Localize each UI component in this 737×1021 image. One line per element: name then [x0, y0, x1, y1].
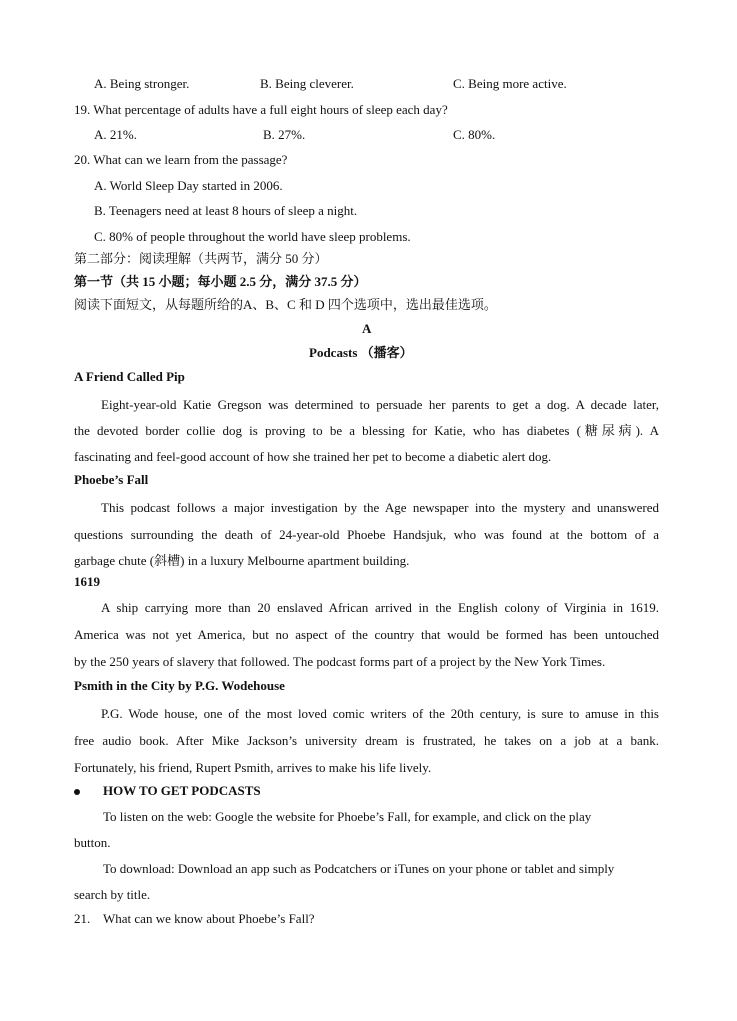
podcast-text-line: the devoted border collie dog is proving to be a blessing for Katie, who has diabetes (糖尿病). A	[74, 423, 659, 438]
podcast-text-line: Eight-year-old Katie Gregson was determined to persuade her parents to get a dog. A decade later,	[101, 397, 659, 412]
podcast-heading-1619: 1619	[74, 574, 100, 589]
podcast-text-line: Fortunately, his friend, Rupert Psmith, arrives to make his life lively.	[74, 760, 432, 775]
bullet-icon	[74, 789, 80, 795]
section1-instruction: 阅读下面短文，从每题所给的A、B、C 和 D 四个选项中，选出最佳选项。	[74, 297, 497, 312]
podcast-text-line: A ship carrying more than 20 enslaved African arrived in the English colony of Virginia in 1619.	[101, 600, 659, 615]
podcast-text-line: free audio book. After Mike Jackson’s university dream is frustrated, he takes on a job at a bank.	[74, 733, 659, 748]
q18-option-a: A. Being stronger.	[94, 76, 190, 91]
q20-option-c: C. 80% of people throughout the world have sleep problems.	[94, 229, 411, 244]
q21-question: 21. What can we know about Phoebe’s Fall?	[74, 911, 315, 926]
how-to-listen-line: To listen on the web: Google the website for Phoebe’s Fall, for example, and click on the play	[103, 809, 592, 824]
q20-option-a: A. World Sleep Day started in 2006.	[94, 178, 283, 193]
podcast-text-line: America was not yet America, but no aspect of the country that would be formed has been untouched	[74, 627, 659, 642]
podcast-heading-psmith: Psmith in the City by P.G. Wodehouse	[74, 678, 285, 693]
podcast-text-line: P.G. Wode house, one of the most loved comic writers of the 20th century, is sure to amuse in this	[101, 706, 659, 721]
how-to-download-line: To download: Download an app such as Podcatchers or iTunes on your phone or tablet and simply	[103, 861, 615, 876]
podcast-text-line: fascinating and feel-good account of how she trained her pet to become a diabetic alert dog.	[74, 449, 552, 464]
q19-option-a: A. 21%.	[94, 127, 137, 142]
how-to-download-line: search by title.	[74, 887, 151, 902]
podcast-heading-pip: A Friend Called Pip	[74, 369, 185, 384]
part2-title: 第二部分：阅读理解（共两节，满分 50 分）	[74, 251, 328, 266]
q19-option-c: C. 80%.	[453, 127, 496, 142]
q19-option-b: B. 27%.	[263, 127, 306, 142]
q18-option-b: B. Being cleverer.	[260, 76, 354, 91]
how-to-heading: HOW TO GET PODCASTS	[103, 783, 261, 798]
passage-title: Podcasts （播客）	[309, 345, 413, 360]
podcast-text-line: by the 250 years of slavery that followed. The podcast forms part of a project by the New York Times.	[74, 654, 606, 669]
how-to-listen-line: button.	[74, 835, 111, 850]
q18-option-c: C. Being more active.	[453, 76, 567, 91]
q19-question: 19. What percentage of adults have a full eight hours of sleep each day?	[74, 102, 448, 117]
section1-title: 第一节（共 15 小题；每小题 2.5 分，满分 37.5 分）	[74, 274, 367, 289]
podcast-heading-phoebe: Phoebe’s Fall	[74, 472, 149, 487]
q20-question: 20. What can we learn from the passage?	[74, 152, 288, 167]
podcast-text-line: This podcast follows a major investigation by the Age newspaper into the mystery and unanswered	[101, 500, 659, 515]
q20-option-b: B. Teenagers need at least 8 hours of sleep a night.	[94, 203, 358, 218]
passage-letter: A	[362, 321, 372, 336]
podcast-text-line: questions surrounding the death of 24-year-old Phoebe Handsjuk, who was found at the bottom of a	[74, 527, 659, 542]
podcast-text-line: garbage chute (斜槽) in a luxury Melbourne apartment building.	[74, 553, 410, 568]
